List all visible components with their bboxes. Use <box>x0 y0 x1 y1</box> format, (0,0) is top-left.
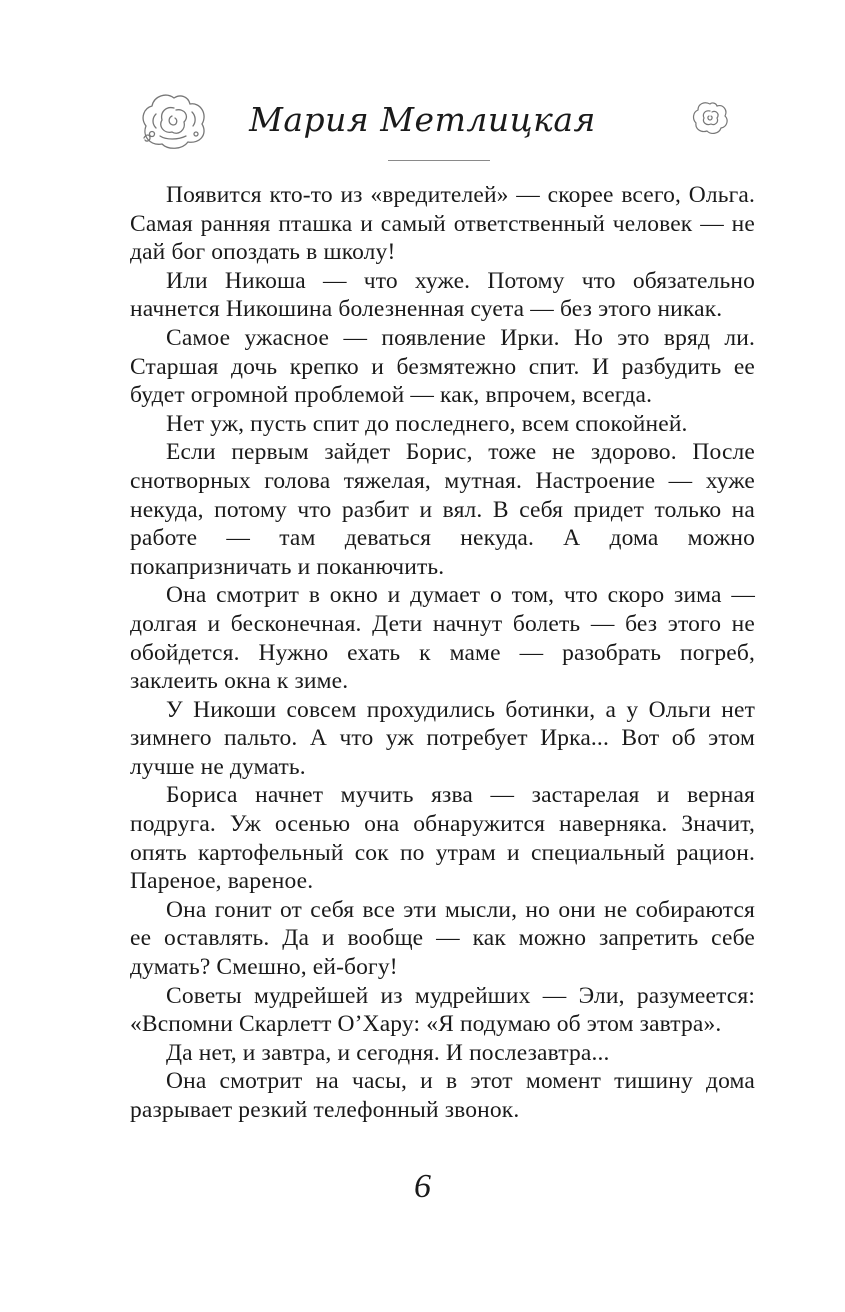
paragraph: Нет уж, пусть спит до последнего, всем спокойней. <box>166 410 688 437</box>
paragraph: Появится кто-то из «вредителей» — скорее всего, Ольга. Самая ранняя пташка и самый ответственный человек — не дай бог опоздать в школу! <box>130 182 755 266</box>
paragraph: Или Никоша — что хуже. Потому что обязательно начнется Никошина болезненная суета — без этого никак. <box>130 267 755 323</box>
page-header <box>0 0 845 170</box>
paragraph: Она гонит от себя все эти мысли, но они не собираются ее оставлять. Да и вообще — как можно запретить себе думать? Смешно, ей-богу! <box>130 896 755 981</box>
page-number: 6 <box>414 1168 431 1205</box>
paragraph: Она смотрит на часы, и в этот момент тишину дома разрывает резкий телефонный звонок. <box>130 1068 755 1123</box>
paragraph: Да нет, и завтра, и сегодня. И послезавтра... <box>166 1039 610 1066</box>
rose-icon <box>690 100 730 136</box>
paragraph: Если первым зайдет Борис, тоже не здорово. После снотворных голова тяжелая, мутная. Настроение — хуже некуда, потому что разбит и вял. В себя придет только на работе — там деваться некуда. А дома можно покапризничать и поканючить. <box>130 439 755 580</box>
running-head-author: Мария Метлицкая <box>249 100 596 139</box>
paragraph: У Никоши совсем прохудились ботинки, а у Ольги нет зимнего пальто. А что уж потребует Ирка... Вот об этом лучше не думать. <box>130 696 755 780</box>
paragraph: Она смотрит в окно и думает о том, что скоро зима — долгая и бесконечная. Дети начнут болеть — без этого не обойдется. Нужно ехать к маме — разобрать погреб, заклеить окна к зиме. <box>130 582 755 695</box>
paragraph: Бориса начнет мучить язва — застарелая и верная подруга. Уж осенью она обнаружится наверняка. Значит, опять картофельный сок по утрам и специальный рацион. Пареное, вареное. <box>130 782 755 895</box>
paragraph: Советы мудрейшей из мудрейших — Эли, разумеется: «Вспомни Скарлетт О’Хару: «Я подумаю об этом завтра». <box>130 982 755 1038</box>
header-divider <box>388 160 490 161</box>
paragraph: Самое ужасное — появление Ирки. Но это вряд ли. Старшая дочь крепко и безмятежно спит. И разбудить ее будет огромной проблемой — как, впрочем, всегда. <box>130 324 755 409</box>
body-text <box>130 181 755 1125</box>
